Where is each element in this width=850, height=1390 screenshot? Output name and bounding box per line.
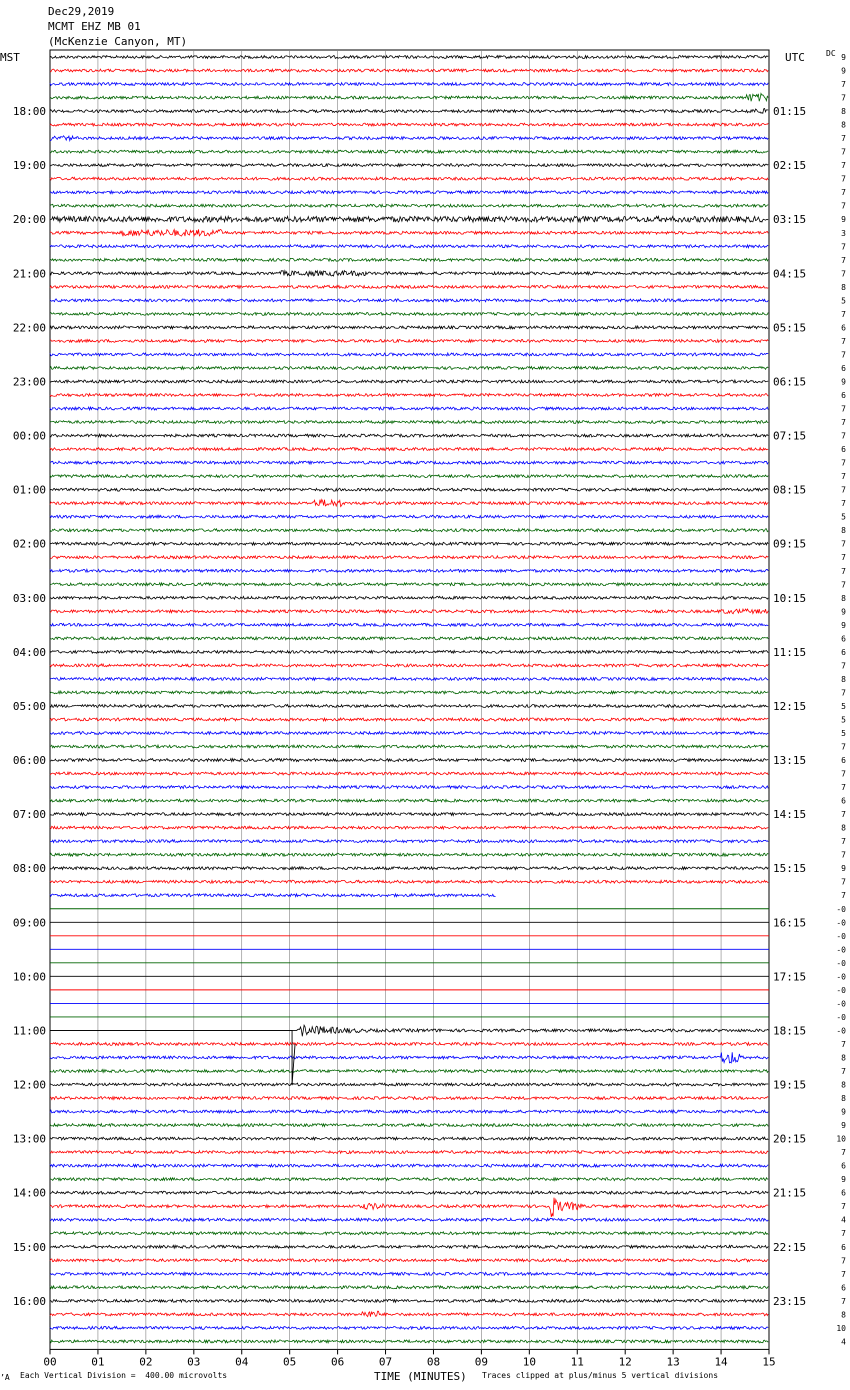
trace-line: [50, 1286, 768, 1289]
trace-line: [50, 271, 768, 276]
x-tick-label: 15: [762, 1355, 776, 1369]
dc-offset-value: -0: [836, 945, 846, 955]
trace-line: [50, 499, 768, 506]
dc-offset-value: 7: [841, 255, 846, 265]
dc-offset-value: 5: [841, 729, 846, 738]
dc-offset-value: 9: [841, 215, 846, 225]
trace-line: [50, 609, 768, 614]
right-time-label: 08:15: [773, 483, 807, 497]
dc-offset-value: 8: [841, 107, 846, 117]
dc-offset-value: 9: [841, 66, 846, 76]
dc-offset-value: 8: [841, 526, 846, 536]
trace-line: [50, 339, 768, 342]
x-axis-title: TIME (MINUTES): [374, 1370, 467, 1383]
trace-line: [50, 1151, 768, 1154]
dc-offset-value: 7: [841, 93, 846, 103]
trace-line: [50, 1178, 768, 1181]
header-date: Dec29,2019: [48, 5, 115, 18]
trace-line: [50, 583, 768, 586]
x-tick-label: 08: [426, 1355, 441, 1369]
dc-offset-value: 8: [841, 593, 846, 603]
right-time-label: 16:15: [773, 916, 807, 930]
dc-offset-value: 7: [841, 688, 846, 698]
dc-offset-value: 7: [841, 810, 846, 820]
dc-offset-value: 7: [841, 1296, 846, 1306]
x-tick-label: 07: [378, 1355, 393, 1369]
dc-offset-value: 7: [841, 161, 846, 171]
dc-offset-value: -0: [836, 1026, 846, 1036]
trace-line: [50, 1299, 768, 1302]
right-time-label: 19:15: [773, 1078, 807, 1092]
dc-offset-value: 6: [841, 1161, 846, 1171]
dc-offset-value: 9: [841, 1121, 846, 1131]
left-time-label: 02:00: [12, 537, 46, 551]
dc-offset-value: 4: [841, 1215, 846, 1225]
trace-line: [50, 813, 768, 816]
trace-line: [50, 1191, 768, 1194]
trace-line: [50, 69, 768, 72]
x-tick-label: 12: [618, 1355, 632, 1369]
left-time-label: 14:00: [12, 1186, 46, 1200]
trace-line: [50, 772, 768, 775]
dc-offset-value: 7: [841, 1229, 846, 1239]
x-tick-label: 09: [474, 1355, 489, 1369]
dc-offset-value: 4: [841, 1337, 846, 1347]
dc-offset-value: 10: [836, 1323, 846, 1333]
x-tick-label: 10: [522, 1355, 536, 1369]
trace-line: [50, 380, 768, 383]
trace-line: [50, 867, 768, 870]
x-tick-label: 14: [714, 1355, 728, 1369]
dc-offset-value: 7: [841, 147, 846, 157]
trace-line: [50, 1097, 768, 1100]
left-time-label: 19:00: [12, 159, 46, 173]
trace-line: [50, 285, 768, 288]
trace-line: [50, 448, 768, 451]
right-time-label: 18:15: [773, 1024, 807, 1038]
right-time-label: 23:15: [773, 1294, 807, 1308]
dc-offset-value: 5: [841, 296, 846, 306]
trace-line: [50, 177, 768, 180]
trace-line: [50, 1232, 768, 1235]
dc-offset-value: 9: [841, 864, 846, 874]
right-time-label: 10:15: [773, 591, 807, 605]
left-time-label: 05:00: [12, 699, 46, 713]
trace-line: [50, 407, 768, 410]
trace-line: [50, 826, 768, 829]
left-time-label: 13:00: [12, 1132, 46, 1146]
right-time-label: 04:15: [773, 267, 807, 281]
dc-offset-value: 3: [841, 228, 846, 238]
trace-line: [50, 745, 768, 748]
dc-offset-value: 7: [841, 201, 846, 211]
dc-offset-value: 8: [841, 282, 846, 292]
trace-line: [50, 150, 768, 153]
dc-offset-value: 7: [841, 661, 846, 671]
left-time-label: 21:00: [12, 267, 46, 281]
left-time-label: 23:00: [12, 375, 46, 389]
trace-line: [50, 421, 768, 424]
trace-line: [50, 164, 768, 167]
dc-offset-value: 7: [841, 80, 846, 90]
dc-offset-value: 9: [841, 1107, 846, 1117]
dc-offset-value: 7: [841, 134, 846, 144]
left-time-label: 22:00: [12, 321, 46, 335]
right-time-label: 13:15: [773, 754, 807, 768]
dc-offset-value: 8: [841, 823, 846, 833]
x-tick-label: 13: [666, 1355, 680, 1369]
dc-offset-value: 7: [841, 309, 846, 319]
left-time-label: 09:00: [12, 916, 46, 930]
dc-offset-value: 6: [841, 634, 846, 644]
dc-offset-value: 8: [841, 1094, 846, 1104]
left-time-label: 16:00: [12, 1294, 46, 1308]
right-time-label: 01:15: [773, 105, 807, 119]
dc-offset-value: 6: [841, 445, 846, 455]
dc-offset-value: 6: [841, 647, 846, 657]
left-time-label: 04:00: [12, 645, 46, 659]
trace-line: [50, 312, 768, 315]
trace-line: [50, 93, 768, 101]
x-tick-label: 02: [139, 1355, 153, 1369]
dc-offset-value: 6: [841, 796, 846, 806]
right-time-label: 12:15: [773, 699, 807, 713]
dc-offset-value: 7: [841, 431, 846, 441]
left-time-label: 15:00: [12, 1240, 46, 1254]
trace-line: [50, 394, 768, 397]
trace-line: [50, 1311, 768, 1316]
dc-offset-value: -0: [836, 904, 846, 914]
trace-line: [50, 475, 768, 478]
right-time-label: 22:15: [773, 1240, 807, 1254]
left-time-label: 12:00: [12, 1078, 46, 1092]
dc-offset-value: 6: [841, 1242, 846, 1252]
dc-offset-value: -0: [836, 1012, 846, 1022]
dc-offset-value: 7: [841, 1039, 846, 1049]
right-time-label: 06:15: [773, 375, 807, 389]
dc-offset-value: -0: [836, 985, 846, 995]
dc-offset-value: 7: [841, 1256, 846, 1266]
right-time-label: 03:15: [773, 213, 807, 227]
left-zone-label: MST: [0, 51, 20, 64]
trace-line: [50, 1272, 768, 1275]
right-time-label: 17:15: [773, 970, 807, 984]
trace-line: [50, 732, 768, 735]
dc-offset-value: 7: [841, 1202, 846, 1212]
x-tick-label: 11: [570, 1355, 584, 1369]
trace-line: [50, 1052, 768, 1063]
dc-offset-value: -0: [836, 918, 846, 928]
dc-offset-value: 5: [841, 701, 846, 711]
dc-offset-value: 7: [841, 188, 846, 198]
x-tick-label: 06: [330, 1355, 345, 1369]
left-time-label: 20:00: [12, 213, 46, 227]
trace-line: [50, 1218, 768, 1221]
dc-offset-value: 6: [841, 1283, 846, 1293]
dc-offset-value: 7: [841, 769, 846, 779]
header-location: (McKenzie Canyon, MT): [48, 35, 188, 48]
dc-offset-value: 6: [841, 1188, 846, 1198]
dc-offset-value: 7: [841, 458, 846, 468]
dc-offset-value: 8: [841, 674, 846, 684]
trace-line: [50, 245, 768, 248]
dc-offset-labels: [836, 53, 846, 1346]
trace-line: [50, 1340, 768, 1343]
dc-offset-value: 6: [841, 391, 846, 400]
left-time-label: 01:00: [12, 483, 46, 497]
left-time-label: 10:00: [12, 970, 46, 984]
corner-mark: ’A: [0, 1373, 10, 1382]
left-time-label: 18:00: [12, 105, 46, 119]
dc-offset-value: 7: [841, 891, 846, 901]
trace-line: [50, 229, 768, 236]
trace-line: [50, 109, 768, 114]
trace-line: [50, 216, 768, 222]
trace-line: [50, 880, 768, 883]
trace-line: [50, 1083, 768, 1086]
right-time-label: 11:15: [773, 645, 807, 659]
dc-offset-value: 7: [841, 877, 846, 887]
trace-line: [50, 1043, 768, 1046]
dc-offset-value: 7: [841, 742, 846, 752]
x-axis-ticks: [43, 1349, 775, 1368]
clip-note: Traces clipped at plus/minus 5 vertical divisions: [482, 1371, 719, 1380]
right-time-label: 20:15: [773, 1132, 807, 1146]
left-time-label: 06:00: [12, 754, 46, 768]
trace-line: [50, 705, 768, 708]
dc-offset-value: 7: [841, 1269, 846, 1279]
dc-offset-value: 7: [841, 472, 846, 482]
dc-offset-value: 9: [841, 377, 846, 387]
trace-line: [50, 596, 768, 599]
dc-offset-value: -0: [836, 958, 846, 968]
trace-line: [50, 191, 768, 194]
trace-line: [50, 434, 768, 437]
dc-offset-value: 9: [841, 607, 846, 617]
left-time-label: 08:00: [12, 862, 46, 876]
trace-line: [50, 258, 768, 261]
dc-offset-value: -0: [836, 972, 846, 982]
right-time-label: 09:15: [773, 537, 807, 551]
trace-line: [50, 1110, 768, 1113]
dc-offset-value: 10: [836, 1134, 846, 1144]
dc-header-label: DC: [826, 49, 836, 58]
trace-line: [50, 664, 768, 667]
trace-line: [50, 1164, 768, 1167]
trace-line: [50, 840, 768, 843]
dc-offset-value: 7: [841, 783, 846, 793]
trace-line: [50, 326, 768, 329]
trace-line: [50, 637, 768, 640]
trace-line: [50, 1326, 768, 1329]
dc-offset-value: 6: [841, 756, 846, 766]
x-tick-label: 05: [283, 1355, 297, 1369]
dc-offset-value: 8: [841, 1310, 846, 1320]
left-time-label: 11:00: [12, 1024, 46, 1038]
trace-line: [50, 56, 768, 59]
trace-line: [50, 542, 768, 545]
right-time-label: 02:15: [773, 159, 807, 173]
trace-line: [50, 488, 768, 491]
dc-offset-value: 6: [841, 323, 846, 333]
trace-line: [50, 1245, 768, 1248]
dc-offset-value: 7: [841, 499, 846, 509]
trace-line: [50, 204, 768, 207]
x-tick-label: 01: [91, 1355, 105, 1369]
dc-offset-value: 5: [841, 715, 846, 725]
trace-line: [50, 691, 768, 694]
dc-offset-value: 9: [841, 1175, 846, 1185]
trace-line: [50, 799, 768, 802]
left-time-label: 00:00: [12, 429, 46, 443]
right-zone-label: UTC: [785, 51, 805, 64]
dc-offset-value: 7: [841, 485, 846, 495]
dc-offset-value: 8: [841, 1080, 846, 1090]
right-time-label: 14:15: [773, 808, 807, 822]
trace-line: [50, 515, 768, 518]
trace-line: [50, 759, 768, 762]
dc-offset-value: 7: [841, 553, 846, 563]
header-station: MCMT EHZ MB 01: [48, 20, 141, 33]
dc-offset-value: 7: [841, 1148, 846, 1158]
dc-offset-value: -0: [836, 999, 846, 1009]
trace-line: [50, 1259, 768, 1262]
seismic-traces: [50, 56, 769, 1343]
trace-line: [50, 123, 768, 126]
trace-line: [50, 529, 768, 532]
x-tick-label: 03: [187, 1355, 201, 1369]
trace-line: [50, 1137, 768, 1140]
trace-line: [50, 853, 768, 856]
trace-line: [50, 569, 768, 572]
dc-offset-value: 8: [841, 120, 846, 130]
x-tick-label: 04: [235, 1355, 249, 1369]
left-time-label: 03:00: [12, 591, 46, 605]
left-time-label: 07:00: [12, 808, 46, 822]
dc-offset-value: 7: [841, 269, 846, 279]
trace-line: [50, 556, 768, 559]
trace-line: [50, 1070, 768, 1073]
dc-offset-value: 7: [841, 837, 846, 847]
x-tick-label: 00: [43, 1355, 57, 1369]
right-time-label: 15:15: [773, 862, 807, 876]
right-time-label: 21:15: [773, 1186, 807, 1200]
dc-offset-value: 7: [841, 580, 846, 590]
right-time-label: 05:15: [773, 321, 807, 335]
dc-offset-value: 7: [841, 539, 846, 549]
dc-offset-value: 7: [841, 418, 846, 428]
dc-offset-value: 7: [841, 174, 846, 184]
right-time-label: 07:15: [773, 429, 807, 443]
trace-line: [50, 677, 768, 680]
dc-offset-value: -0: [836, 931, 846, 941]
trace-line: [50, 1124, 768, 1127]
trace-line: [50, 786, 768, 789]
dc-offset-value: 7: [841, 336, 846, 346]
trace-line: [50, 83, 768, 86]
dc-offset-value: 9: [841, 53, 846, 62]
trace-line: [50, 894, 496, 897]
dc-offset-value: 7: [841, 566, 846, 576]
trace-line: [50, 136, 768, 141]
dc-offset-value: 5: [841, 512, 846, 522]
trace-line: [50, 650, 768, 653]
scale-note: Each Vertical Division = 400.00 microvolts: [20, 1371, 228, 1380]
dc-offset-value: 8: [841, 1053, 846, 1063]
dc-offset-value: 9: [841, 620, 846, 630]
dc-offset-value: 7: [841, 350, 846, 360]
trace-line: [50, 367, 768, 370]
trace-line: [50, 718, 768, 721]
trace-line: [50, 461, 768, 464]
dc-offset-value: 7: [841, 404, 846, 414]
trace-line: [50, 299, 768, 302]
trace-line: [50, 1198, 768, 1217]
dc-offset-value: 6: [841, 363, 846, 373]
dc-offset-value: 7: [841, 850, 846, 860]
trace-line: [50, 623, 768, 626]
trace-line: [50, 353, 768, 356]
dc-offset-value: 7: [841, 1067, 846, 1076]
dc-offset-value: 7: [841, 242, 846, 252]
